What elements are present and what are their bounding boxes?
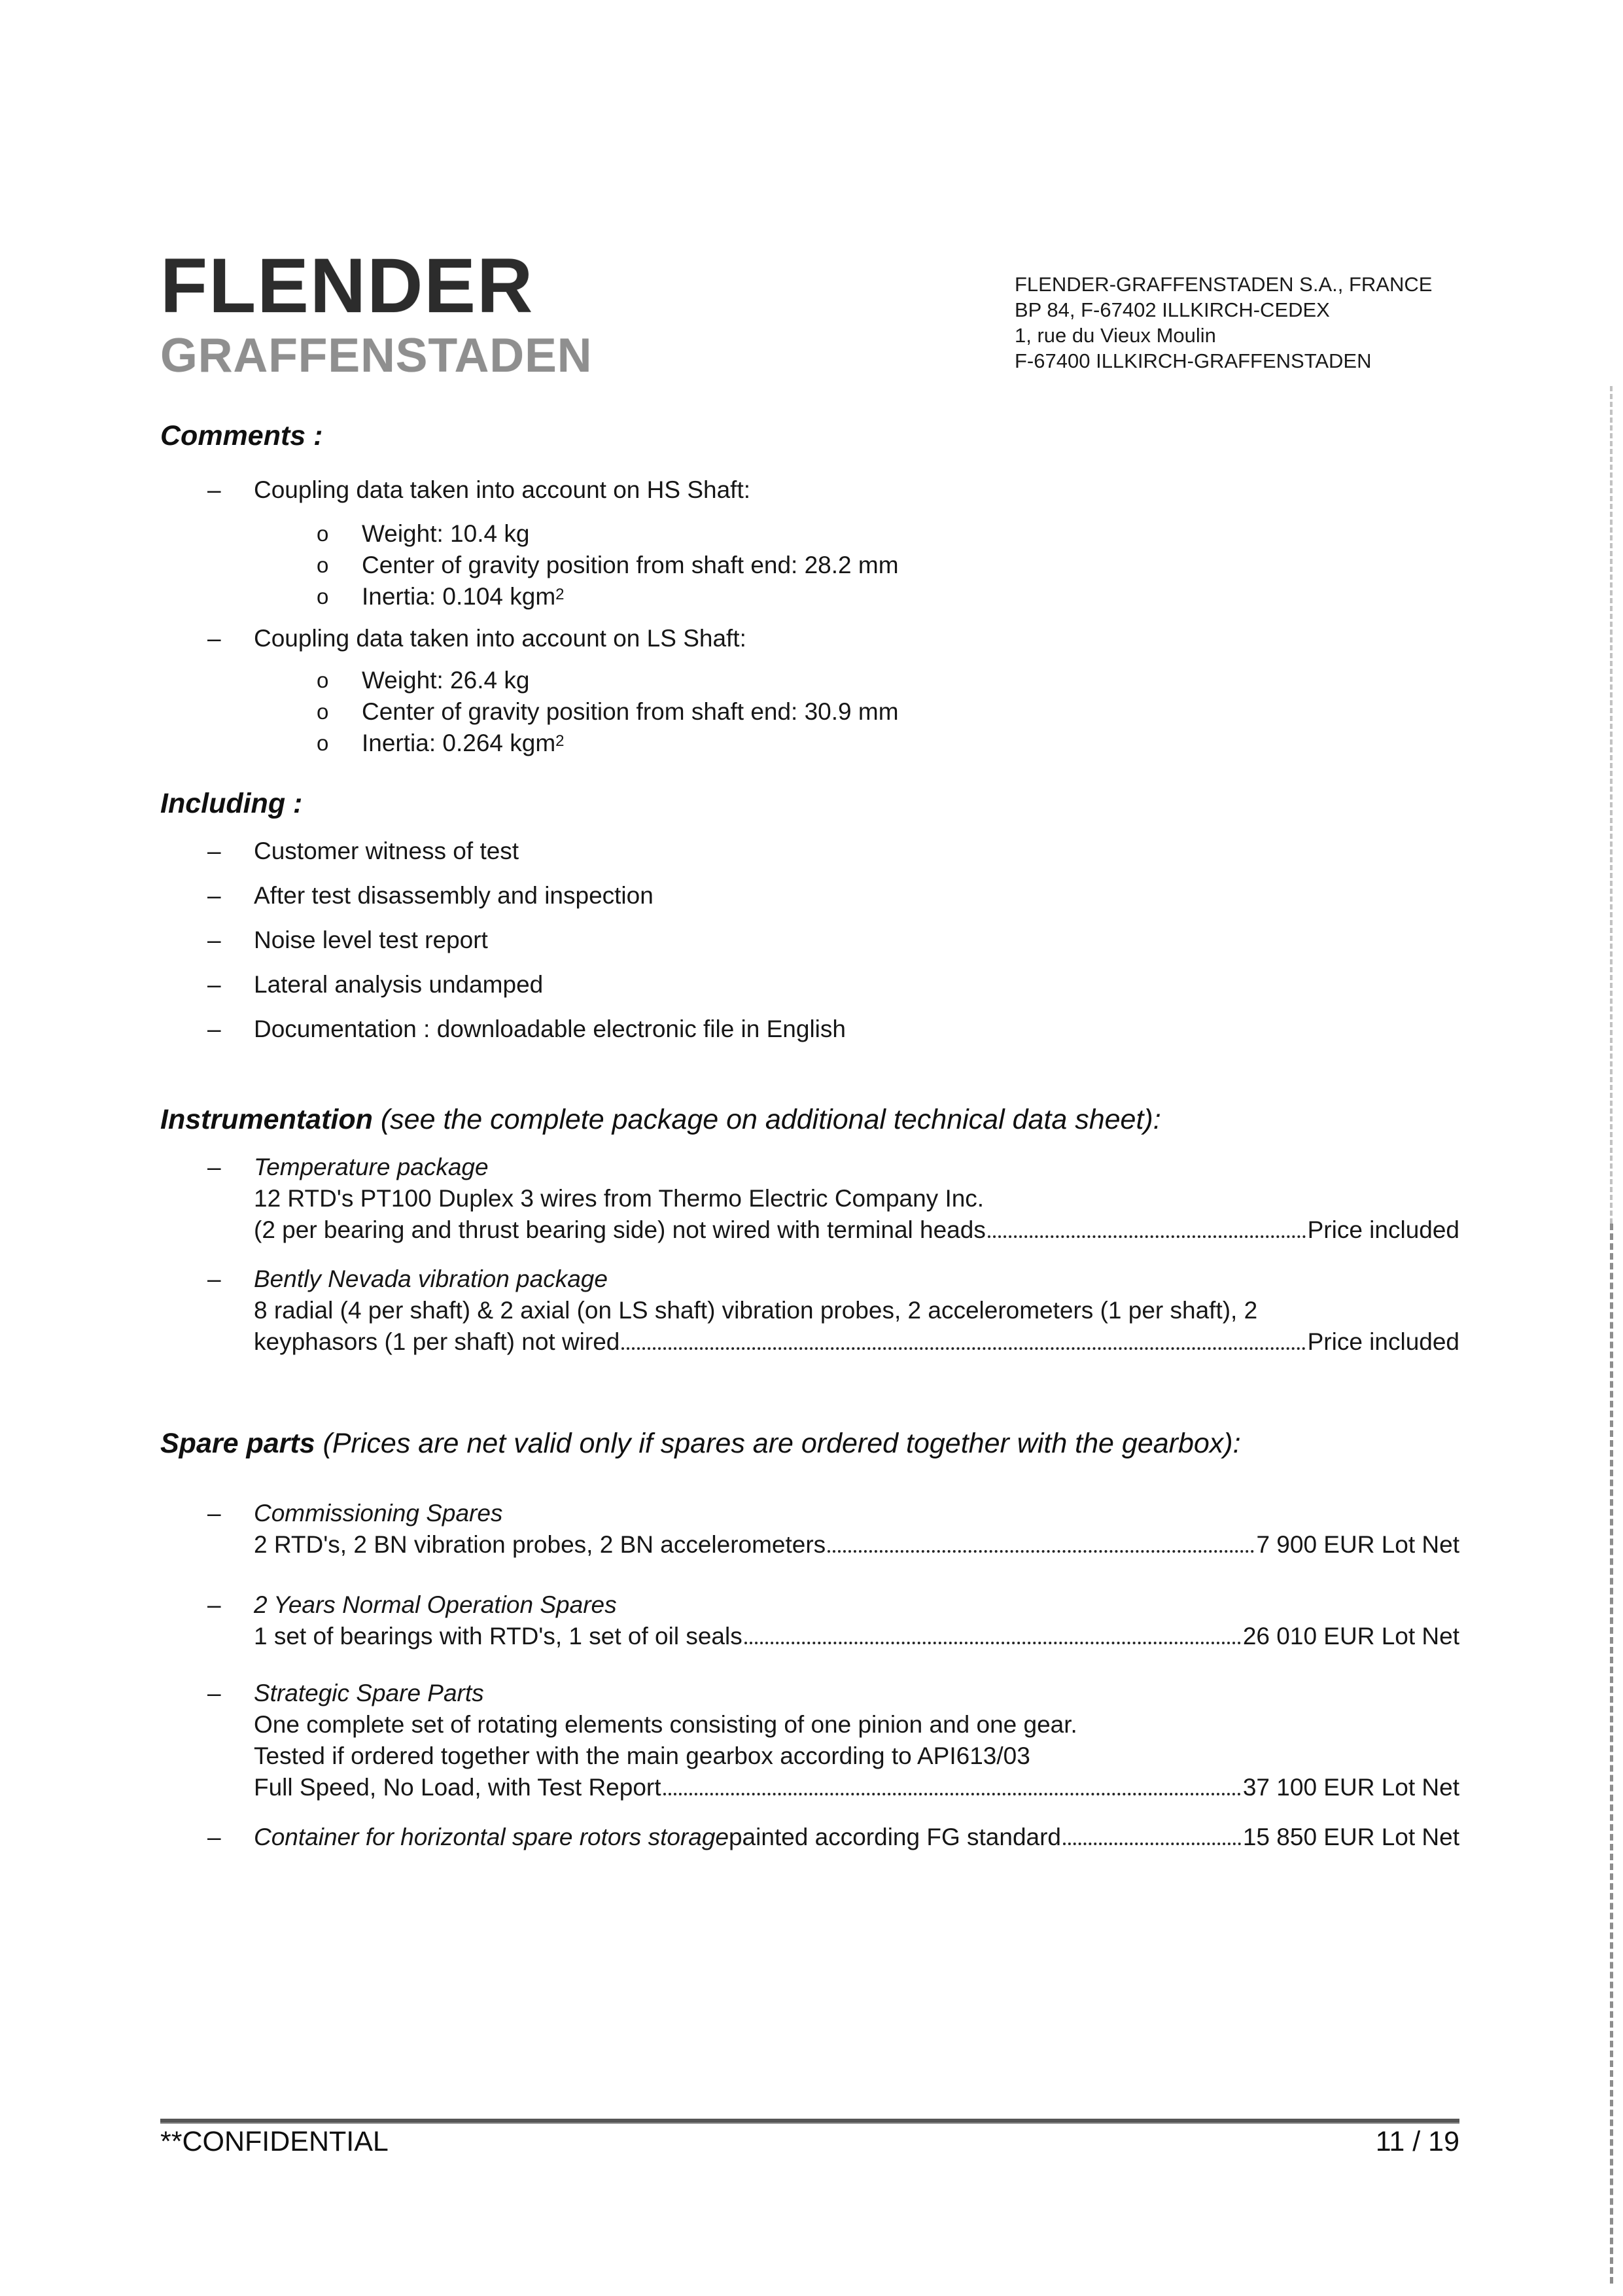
comments-heading: Comments : xyxy=(160,420,323,451)
price-line xyxy=(254,1822,1459,1853)
including-item xyxy=(160,969,1459,1000)
sublist-item-inertia xyxy=(317,728,1459,759)
item-title: Commissioning Spares xyxy=(254,1500,503,1527)
circle-bullet: o xyxy=(317,553,329,577)
list-item-text: Noise level test report xyxy=(254,927,488,953)
price-value: 37 100 EUR Lot Net xyxy=(1242,1774,1459,1801)
dash-bullet: – xyxy=(207,1500,221,1527)
footer-rule xyxy=(160,2119,1459,2123)
item-description: 12 RTD's PT100 Duplex 3 wires from Thermo Electric Company Inc. xyxy=(254,1185,985,1212)
spare-item-strategic xyxy=(160,1678,1459,1803)
superscript: 2 xyxy=(555,732,565,750)
item-title: Bently Nevada vibration package xyxy=(254,1265,608,1292)
list-item-text: Customer witness of test xyxy=(254,838,519,864)
dot-leader xyxy=(621,1347,1305,1350)
sublist-item-cog xyxy=(317,696,1459,728)
page-footer xyxy=(160,2119,1459,2158)
item-title: Strategic Spare Parts xyxy=(254,1680,484,1706)
sublist-item-text: Center of gravity position from shaft end: 30.9 mm xyxy=(362,698,899,725)
item-description: 8 radial (4 per shaft) & 2 axial (on LS shaft) vibration probes, 2 accelerometers (1 per shaft), 2 xyxy=(254,1297,1258,1324)
item-description: Tested if ordered together with the main gearbox according to API613/03 xyxy=(254,1742,1030,1769)
letterhead xyxy=(160,243,1459,382)
price-value: 26 010 EUR Lot Net xyxy=(1242,1623,1459,1650)
dash-bullet: – xyxy=(207,1154,221,1180)
sublist-item-inertia xyxy=(317,581,1459,612)
circle-bullet: o xyxy=(317,668,329,692)
including-item xyxy=(160,925,1459,956)
including-item xyxy=(160,1014,1459,1045)
circle-bullet: o xyxy=(317,731,329,755)
dot-leader xyxy=(828,1550,1254,1553)
sublist-item-text: Center of gravity position from shaft end: 28.2 mm xyxy=(362,552,899,578)
price-value: Price included xyxy=(1307,1328,1459,1355)
list-item-text: After test disassembly and inspection xyxy=(254,882,654,909)
dash-bullet: – xyxy=(207,927,221,953)
dash-bullet: – xyxy=(207,882,221,909)
address-line: BP 84, F-67402 ILLKIRCH-CEDEX xyxy=(1015,298,1330,321)
spare-item-container xyxy=(160,1822,1459,1853)
price-line xyxy=(254,1621,1459,1652)
instrumentation-heading: Instrumentation (see the complete package on additional technical data sheet): xyxy=(160,1104,1161,1135)
circle-bullet: o xyxy=(317,699,329,724)
document-body xyxy=(160,419,1459,1853)
dash-bullet: – xyxy=(207,971,221,998)
dash-bullet: – xyxy=(207,1265,221,1292)
scan-artifact-line xyxy=(1610,386,1613,1224)
confidential-label: **CONFIDENTIAL xyxy=(160,2126,389,2157)
price-line xyxy=(254,1529,1459,1561)
list-item-text: Documentation : downloadable electronic file in English xyxy=(254,1016,846,1042)
item-title: 2 Years Normal Operation Spares xyxy=(254,1591,617,1618)
dash-bullet: – xyxy=(207,1680,221,1706)
including-item xyxy=(160,880,1459,911)
spare-parts-heading-note: (Prices are net valid only if spares are ordered together with the gearbox): xyxy=(315,1428,1241,1459)
including-item xyxy=(160,836,1459,867)
list-item-ls-shaft xyxy=(160,623,1459,654)
sublist-item-text: Inertia: 0.104 kgm$^2$ xyxy=(362,583,565,610)
price-value: 15 850 EUR Lot Net xyxy=(1242,1824,1459,1850)
price-line-text: 2 RTD's, 2 BN vibration probes, 2 BN accelerometers xyxy=(254,1531,826,1558)
instrumentation-item-bently-nevada xyxy=(160,1263,1459,1358)
sublist-item-text: Weight: 26.4 kg xyxy=(362,667,530,694)
address-line: F-67400 ILLKIRCH-GRAFFENSTADEN xyxy=(1015,349,1372,372)
price-line-text: painted according FG standard xyxy=(728,1824,1062,1850)
superscript: 2 xyxy=(555,586,565,603)
price-value: Price included xyxy=(1307,1216,1459,1243)
price-line xyxy=(254,1772,1459,1803)
price-value: 7 900 EUR Lot Net xyxy=(1256,1531,1459,1558)
logo-graffenstaden: GRAFFENSTADEN xyxy=(160,328,593,382)
dot-leader xyxy=(744,1642,1241,1644)
sublist-item-cog xyxy=(317,550,1459,581)
logo-flender: FLENDER xyxy=(160,243,534,329)
company-address xyxy=(1015,251,1459,374)
price-line-text: 1 set of bearings with RTD's, 1 set of oil seals xyxy=(254,1623,742,1650)
spare-parts-heading: Spare parts (Prices are net valid only if spares are ordered together with the gearbox): xyxy=(160,1428,1241,1459)
spare-item-commissioning xyxy=(160,1498,1459,1561)
spare-item-two-years xyxy=(160,1589,1459,1652)
instrumentation-item-temperature xyxy=(160,1152,1459,1246)
dash-bullet: – xyxy=(207,625,221,652)
item-description: One complete set of rotating elements consisting of one pinion and one gear. xyxy=(254,1711,1077,1738)
list-item-text: Lateral analysis undamped xyxy=(254,971,544,998)
list-item-hs-shaft xyxy=(160,474,1459,506)
scan-artifact-line xyxy=(1610,1224,1613,2284)
price-line-text: (2 per bearing and thrust bearing side) not wired with terminal heads xyxy=(254,1216,986,1243)
sublist-item-weight xyxy=(317,518,1459,550)
price-line-text: keyphasors (1 per shaft) not wired xyxy=(254,1328,620,1355)
circle-bullet: o xyxy=(317,584,329,609)
item-title: Container for horizontal spare rotors storage xyxy=(254,1824,729,1850)
price-line-text: Full Speed, No Load, with Test Report xyxy=(254,1774,661,1801)
list-item-text: Coupling data taken into account on LS Shaft: xyxy=(254,625,746,652)
dash-bullet: – xyxy=(207,476,221,503)
sublist-item-weight xyxy=(317,665,1459,696)
including-heading: Including : xyxy=(160,788,303,819)
price-line xyxy=(254,1326,1459,1358)
dash-bullet: – xyxy=(207,838,221,864)
instrumentation-heading-note: (see the complete package on additional technical data sheet): xyxy=(372,1104,1161,1135)
page-number: 11 / 19 xyxy=(1375,2126,1459,2157)
sublist-item-text: Inertia: 0.264 kgm$^2$ xyxy=(362,730,565,756)
price-line xyxy=(254,1214,1459,1246)
company-logo xyxy=(160,243,593,382)
item-title: Temperature package xyxy=(254,1154,489,1180)
address-line: 1, rue du Vieux Moulin xyxy=(1015,324,1216,347)
dash-bullet: – xyxy=(207,1824,221,1850)
dash-bullet: – xyxy=(207,1016,221,1042)
dot-leader xyxy=(663,1793,1241,1795)
dash-bullet: – xyxy=(207,1591,221,1618)
sublist-item-text: Weight: 10.4 kg xyxy=(362,520,530,547)
dot-leader xyxy=(1063,1843,1241,1845)
circle-bullet: o xyxy=(317,521,329,546)
dot-leader xyxy=(988,1235,1306,1238)
address-line: FLENDER-GRAFFENSTADEN S.A., FRANCE xyxy=(1015,273,1433,296)
list-item-text: Coupling data taken into account on HS Shaft: xyxy=(254,476,751,503)
